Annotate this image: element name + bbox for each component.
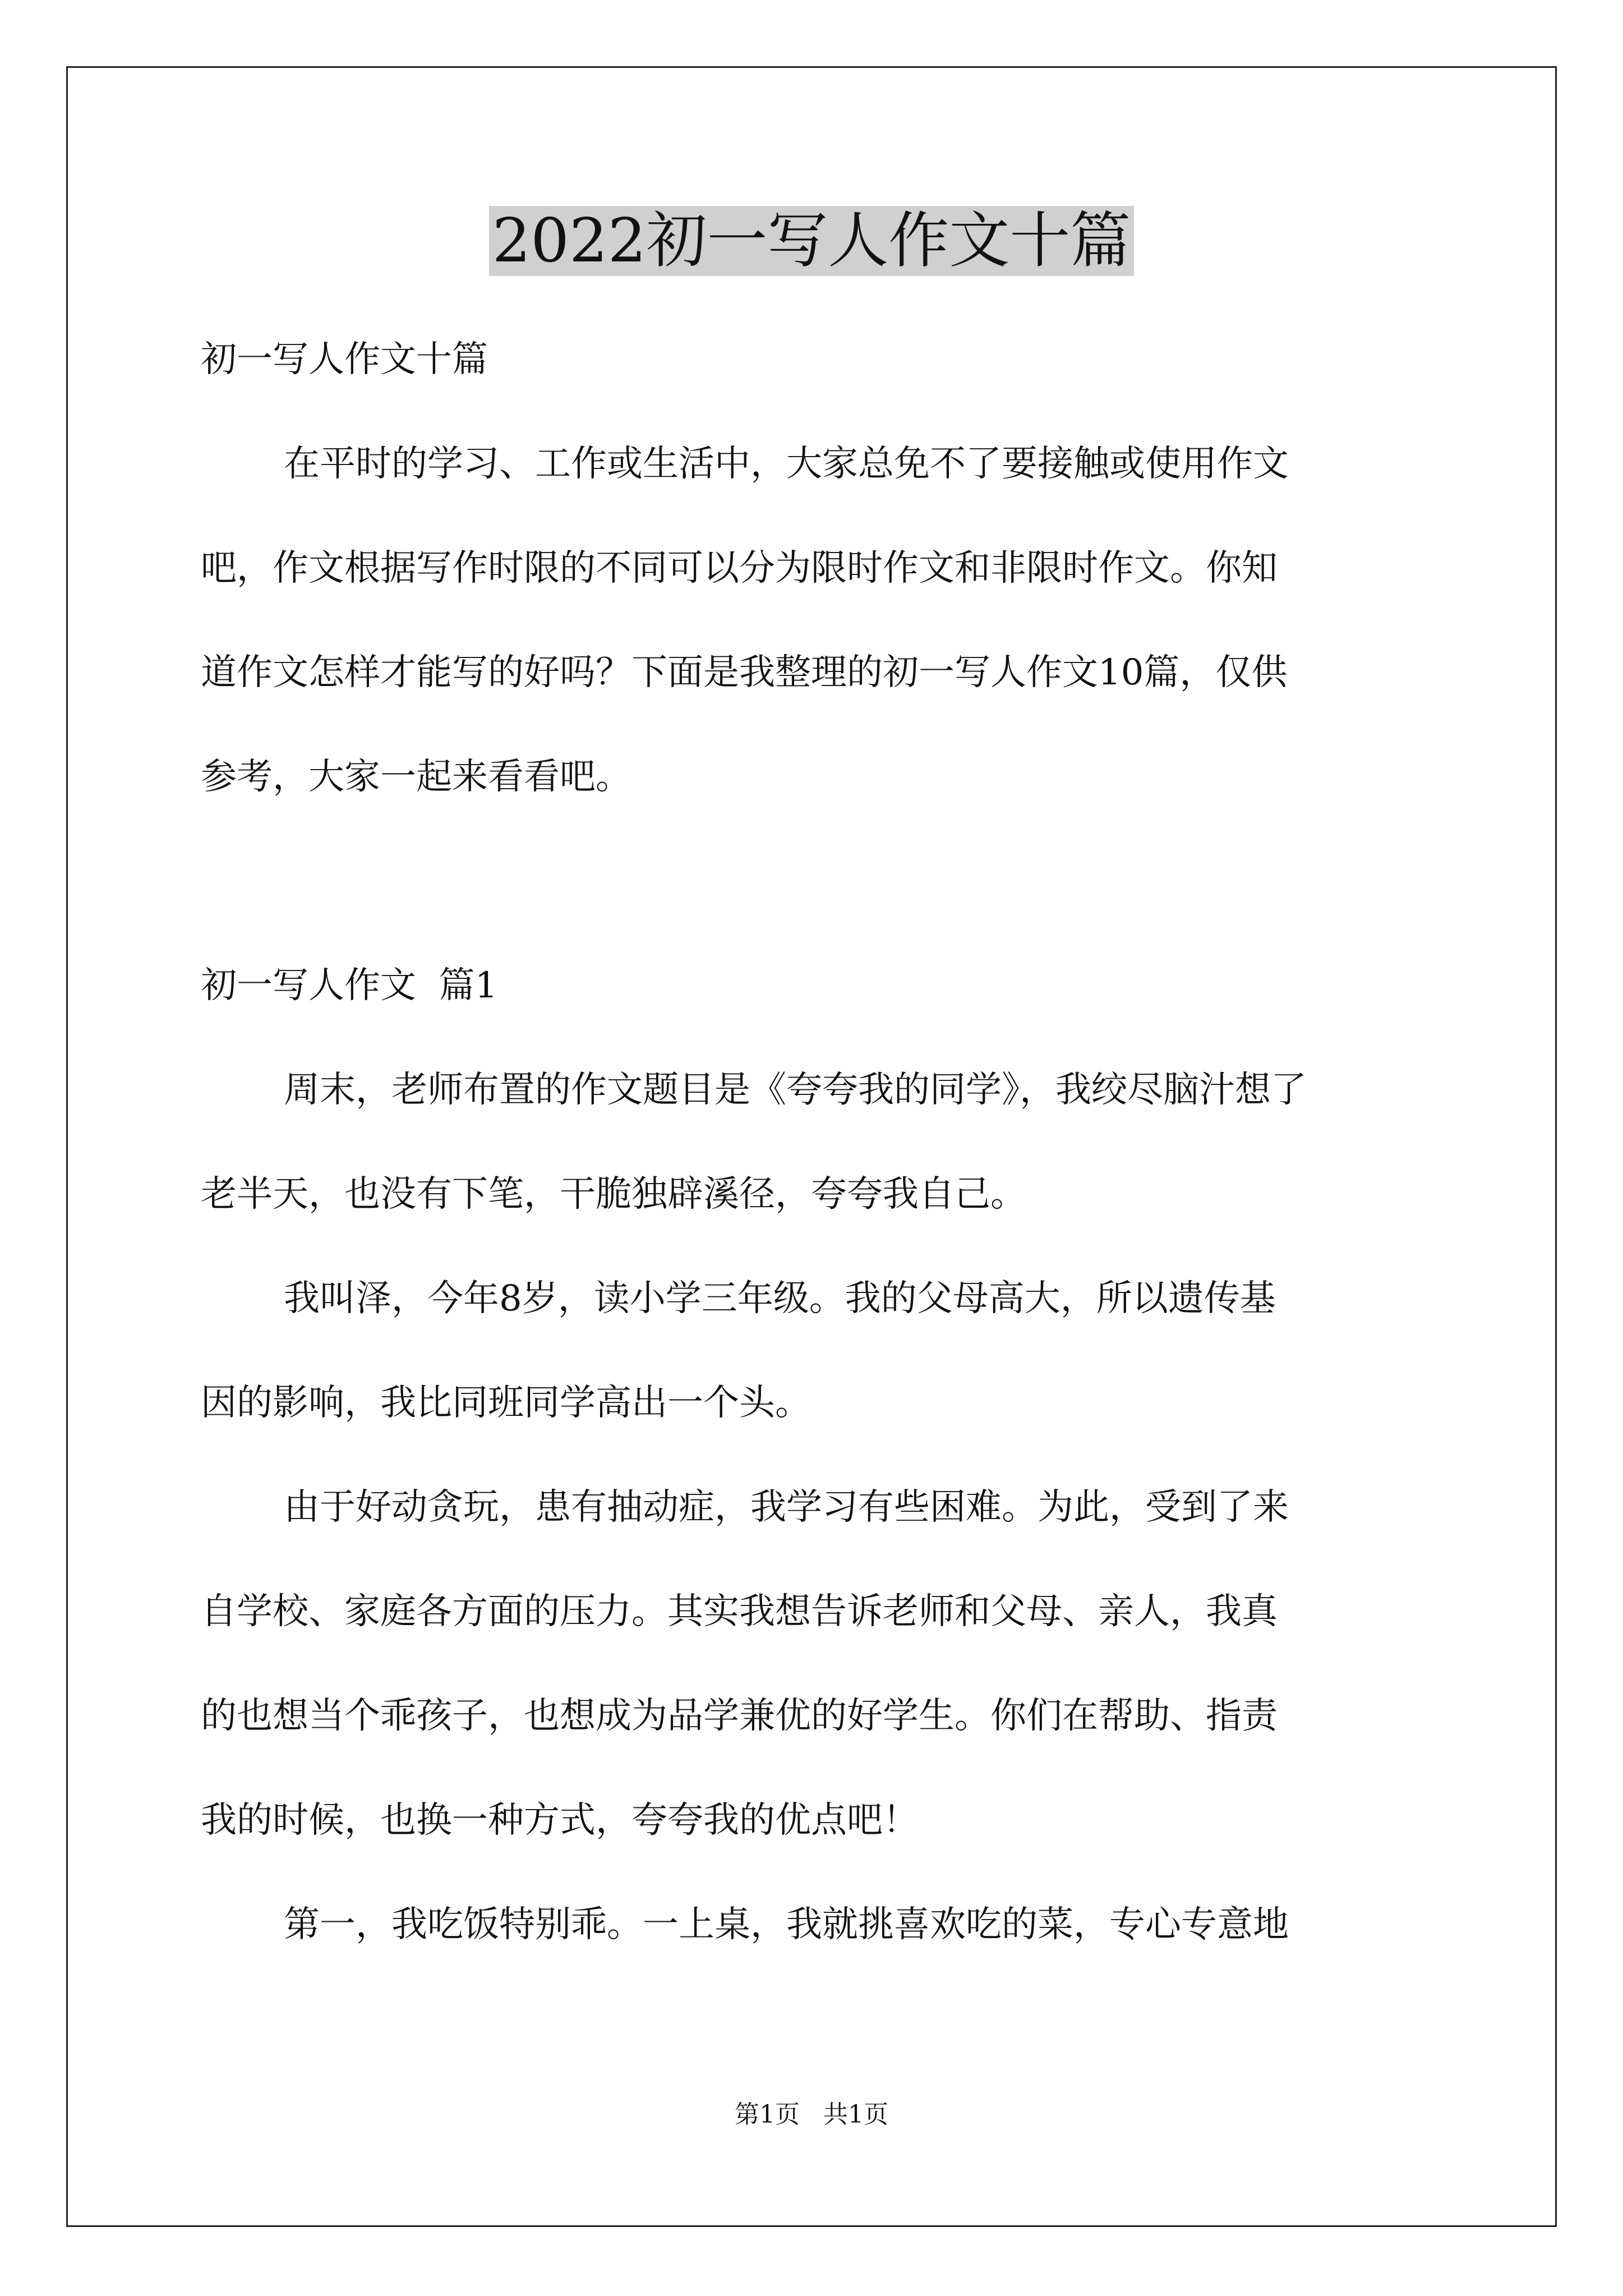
section-heading: 初一写人作文 篇1 <box>201 965 498 1006</box>
essay-paragraph-3 <box>201 1455 1435 1872</box>
section-gap <box>201 829 1435 933</box>
document-body <box>201 307 1435 1977</box>
paragraph-line: 因的影响，我比同班同学高出一个头。 <box>201 1382 811 1424</box>
paragraph-line: 我的时候，也换一种方式，夸夸我的优点吧！ <box>201 1800 919 1841</box>
intro-paragraph <box>201 412 1435 829</box>
paragraph-line: 老半天，也没有下笔，干脆独辟溪径，夸夸我自己。 <box>201 1174 1026 1215</box>
paragraph-line: 自学校、家庭各方面的压力。其实我想告诉老师和父母、亲人，我真 <box>201 1591 1278 1632</box>
intro-line: 吧，作文根据写作时限的不同可以分为限时作文和非限时作文。你知 <box>201 547 1278 589</box>
paragraph-line: 第一，我吃饭特别乖。一上桌，我就挑喜欢吃的菜，专心专意地 <box>284 1904 1289 1945</box>
essay-paragraph-2 <box>201 1246 1435 1455</box>
paragraph-line: 周末，老师布置的作文题目是《夸夸我的同学》，我绞尽脑汁想了 <box>284 1069 1307 1111</box>
essay-paragraph-1 <box>201 1038 1435 1246</box>
intro-line: 参考，大家一起来看看吧。 <box>201 756 631 798</box>
document-subtitle: 初一写人作文十篇 <box>201 339 488 380</box>
paragraph-line: 我叫泽，今年8岁，读小学三年级。我的父母高大，所以遗传基 <box>284 1278 1276 1319</box>
essay-paragraph-4 <box>201 1872 1435 1977</box>
paragraph-line: 的也想当个乖孩子，也想成为品学兼优的好学生。你们在帮助、指责 <box>201 1695 1278 1737</box>
intro-line: 在平时的学习、工作或生活中，大家总免不了要接触或使用作文 <box>284 443 1289 485</box>
page-footer: 第1页 共1页 <box>735 2100 888 2129</box>
document-title <box>0 199 1623 283</box>
intro-line: 道作文怎样才能写的好吗？下面是我整理的初一写人作文10篇，仅供 <box>201 652 1288 693</box>
paragraph-line: 由于好动贪玩，患有抽动症，我学习有些困难。为此，受到了来 <box>284 1487 1289 1528</box>
document-title-text: 2022初一写人作文十篇 <box>489 206 1135 276</box>
